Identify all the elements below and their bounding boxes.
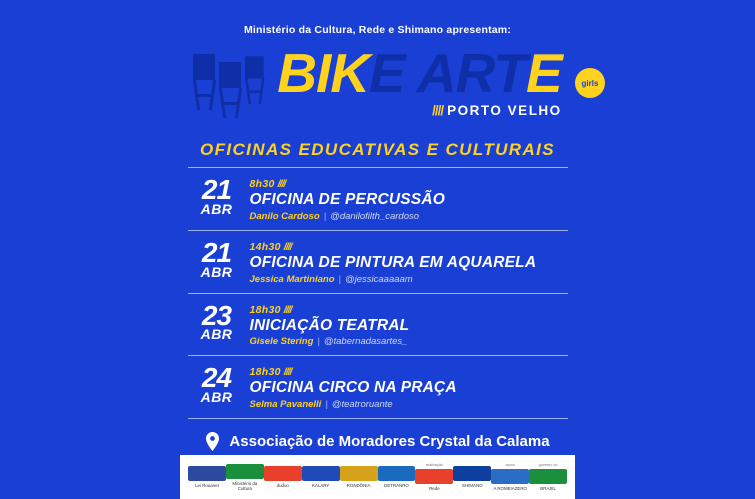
sponsor-mark: [302, 466, 340, 481]
venue-row: [188, 432, 568, 451]
event-info: [246, 365, 457, 410]
event-date: [188, 362, 246, 406]
sponsor-logo: [264, 465, 302, 488]
sponsor-name: DETRANRO: [384, 483, 409, 489]
logo-row: [0, 42, 755, 118]
event-time-row: [250, 304, 410, 316]
sponsor-caption: governo do: [538, 463, 558, 468]
list-item: [188, 356, 568, 419]
time-slashes: ////: [283, 366, 292, 379]
presenters-line: Ministério da Cultura, Rede e Shimano apresentam:: [243, 24, 512, 36]
sponsor-name: duduo: [276, 483, 289, 489]
event-time: 18h30: [249, 366, 281, 379]
girls-badge-icon: girls: [575, 68, 605, 98]
sponsor-mark: [491, 469, 529, 484]
location-pin-icon: [205, 432, 220, 451]
event-date: [188, 299, 246, 343]
sponsor-name: RONDÔNIA: [346, 483, 371, 489]
event-time: 18h30: [249, 303, 281, 316]
event-person: Danilo Cardoso: [249, 210, 320, 222]
logo-title: [277, 41, 562, 104]
event-day: 23: [201, 299, 232, 331]
event-info: [246, 177, 445, 222]
subtitle-text: PORTO VELHO: [447, 103, 562, 118]
sponsors-bar: [180, 455, 575, 499]
sponsor-mark: [453, 466, 491, 481]
event-day: 21: [201, 236, 232, 268]
time-slashes: ////: [283, 240, 292, 253]
event-person: Gisele Stering: [249, 336, 314, 348]
sponsor-logo: [529, 463, 567, 490]
event-time: 8h30: [249, 178, 275, 190]
event-month: ABR: [200, 326, 233, 343]
sponsor-mark: [378, 466, 416, 481]
sponsor-logo: [340, 465, 378, 488]
event-time-row: [250, 366, 457, 378]
section-title: OFICINAS EDUCATIVAS E CULTURAIS: [188, 140, 568, 168]
event-title: OFICINA CIRCO NA PRAÇA: [249, 379, 457, 397]
event-person-row: [250, 274, 537, 285]
event-day: 24: [201, 362, 232, 394]
time-slashes: ////: [277, 178, 286, 190]
event-month: ABR: [200, 200, 233, 217]
sponsor-name: BRASIL: [540, 485, 556, 491]
sponsor-mark: [226, 464, 264, 479]
separator: |: [317, 336, 320, 348]
event-person-row: [250, 336, 410, 347]
sponsor-name: Ministério da Cultura: [232, 480, 258, 491]
water-towers-icon: [193, 46, 273, 118]
sponsor-logo: [378, 465, 416, 488]
event-person: Jessica Martiniano: [249, 273, 335, 285]
event-date: [188, 236, 246, 280]
event-title: OFICINA DE PERCUSSÃO: [249, 191, 445, 208]
event-time-row: [250, 241, 537, 253]
logo-title-part3: E: [526, 41, 562, 104]
sponsor-logo: [226, 463, 264, 491]
logo-title-part1: BIK: [277, 41, 370, 104]
event-info: [246, 240, 537, 285]
event-handle: @tabernadasartes_: [323, 336, 408, 348]
event-date: [188, 174, 246, 217]
sponsor-name: KALARY: [312, 483, 330, 489]
sponsor-mark: [188, 466, 226, 481]
event-handle: @jessicaaaaam: [344, 273, 413, 285]
sponsor-logo: [491, 463, 529, 490]
time-slashes: ////: [283, 303, 292, 316]
sponsor-caption: realização: [425, 463, 444, 468]
schedule-list: [188, 168, 568, 419]
sponsor-name: SHIMANO: [462, 483, 483, 489]
list-item: [188, 294, 568, 357]
sponsor-logo: [453, 465, 491, 488]
event-handle: @danilofilth_cardoso: [330, 210, 420, 222]
event-person-row: [250, 399, 457, 410]
event-handle: @teatroruante: [331, 399, 393, 411]
sponsor-name: Lei Rouanet: [195, 483, 219, 489]
event-title: OFICINA DE PINTURA EM AQUARELA: [249, 253, 537, 271]
event-person: Selma Pavanelli: [249, 399, 322, 411]
sponsor-mark: [264, 466, 302, 481]
sponsor-mark: [415, 469, 453, 484]
event-person-row: [250, 211, 445, 222]
logo-title-part2: E ART: [369, 41, 526, 104]
separator: |: [325, 399, 328, 411]
event-day: 21: [201, 174, 232, 205]
sponsor-logo: [302, 465, 340, 488]
list-item: [188, 168, 568, 231]
sponsor-name: A ROMEIAZERO: [493, 485, 527, 491]
event-time-row: [250, 178, 445, 190]
logo-subtitle: [277, 103, 561, 118]
wordmark: [277, 41, 562, 118]
event-info: [246, 303, 410, 348]
sponsor-logo: [415, 463, 453, 490]
event-title: INICIAÇÃO TEATRAL: [249, 316, 410, 334]
sponsor-caption: apoio: [505, 463, 515, 468]
sponsor-mark: [340, 466, 378, 481]
sponsor-logo: [188, 465, 226, 488]
event-month: ABR: [200, 389, 233, 406]
separator: |: [323, 210, 327, 222]
subtitle-slashes: ////: [432, 103, 444, 118]
event-month: ABR: [200, 263, 233, 280]
list-item: [188, 231, 568, 294]
sponsor-name: Rede: [429, 485, 440, 491]
venue-name: Associação de Moradores Crystal da Calama: [229, 433, 550, 451]
event-time: 14h30: [249, 240, 281, 253]
sponsor-mark: [529, 469, 567, 484]
separator: |: [338, 273, 341, 285]
